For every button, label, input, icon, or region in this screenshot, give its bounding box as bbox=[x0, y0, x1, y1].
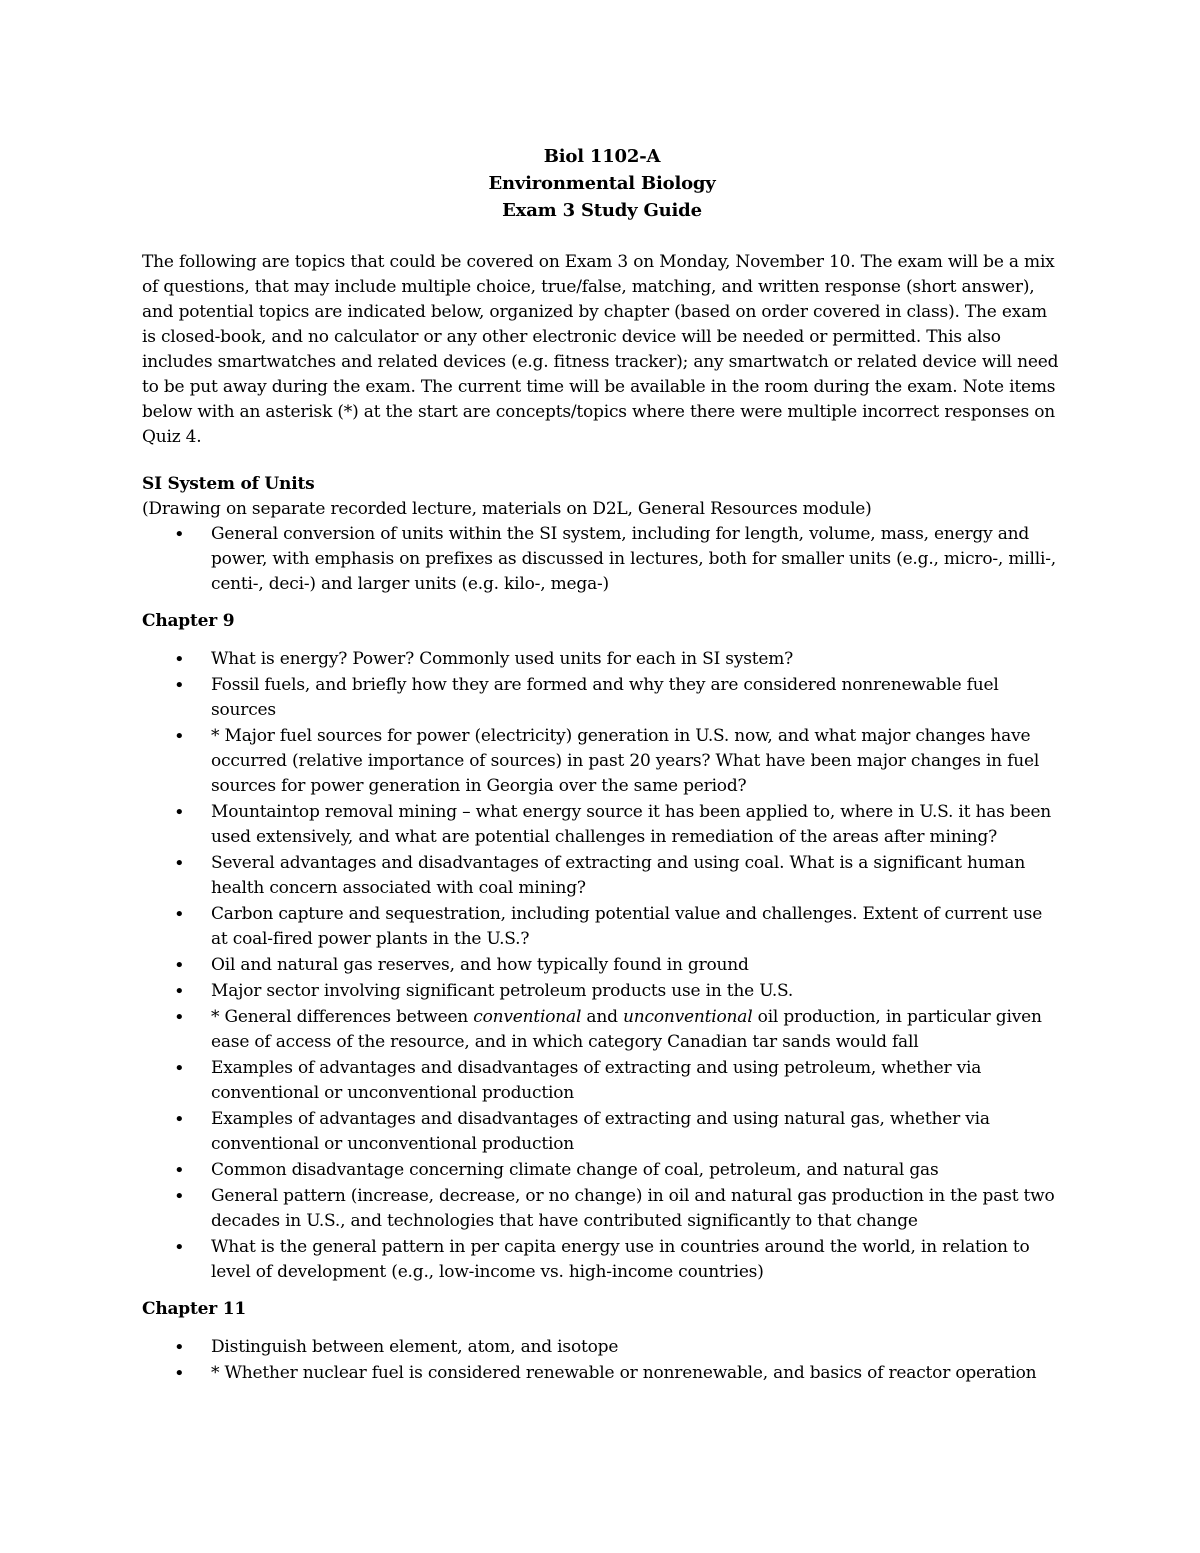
list-item: • General pattern (increase, decrease, or no change) in oil and natural gas production in the past two decades in U.S., and technologies that have contributed significantly to that change bbox=[142, 1184, 1062, 1234]
list-item: • Distinguish between element, atom, and isotope bbox=[142, 1335, 1062, 1360]
emphasis-unconventional: unconventional bbox=[623, 1007, 753, 1027]
list-item-text: and bbox=[581, 1007, 623, 1027]
course-subject: Environmental Biology bbox=[488, 173, 716, 194]
list-item-text: * General differences between bbox=[211, 1007, 474, 1027]
chapter-9-section bbox=[142, 609, 1062, 1285]
list-item: • Examples of advantages and disadvantages of extracting and using petroleum, whether via conventional or unconventional production bbox=[142, 1056, 1062, 1106]
chapter-11-heading: Chapter 11 bbox=[142, 1299, 246, 1319]
list-item: • * Major fuel sources for power (electricity) generation in U.S. now, and what major changes have occurred (relative importance of sources) in past 20 years? What have been major changes in fuel sources for power generation in Georgia over the same period? bbox=[142, 724, 1062, 799]
list-item: • Common disadvantage concerning climate change of coal, petroleum, and natural gas bbox=[142, 1158, 1062, 1183]
si-topic-list bbox=[142, 522, 1062, 597]
list-item: • What is the general pattern in per capita energy use in countries around the world, in relation to level of development (e.g., low-income vs. high-income countries) bbox=[142, 1235, 1062, 1285]
document-title: Exam 3 Study Guide bbox=[502, 200, 702, 221]
emphasis-conventional: conventional bbox=[473, 1007, 582, 1027]
list-item bbox=[142, 1005, 1062, 1055]
list-item: • General conversion of units within the SI system, including for length, volume, mass, energy and power, with emphasis on prefixes as discussed in lectures, both for smaller units (e.g., micro-, milli-, centi-, deci-) and larger units (e.g. kilo-, mega-) bbox=[142, 522, 1062, 597]
intro-paragraph: The following are topics that could be covered on Exam 3 on Monday, November 10. The exam will be a mix of questions, that may include multiple choice, true/false, matching, and written response (short answer), and potential topics are indicated below, organized by chapter (based on order covered in class). The exam is closed-book, and no calculator or any other electronic device will be needed or permitted. This also includes smartwatches and related devices (e.g. fitness tracker); any smartwatch or related device will need to be put away during the exam. The current time will be available in the room during the exam. Note items below with an asterisk (*) at the start are concepts/topics where there were multiple incorrect responses on Quiz 4. bbox=[142, 252, 1059, 447]
list-item-text: oil production, in particular given ease of access of the resource, and in which category Canadian tar sands would fall bbox=[211, 1007, 1042, 1052]
list-item: • Carbon capture and sequestration, including potential value and challenges. Extent of current use at coal-fired power plants in the U.S.? bbox=[142, 902, 1062, 952]
study-guide-page bbox=[142, 143, 1062, 1387]
si-section-heading: SI System of Units bbox=[142, 474, 315, 494]
list-item: • Oil and natural gas reserves, and how typically found in ground bbox=[142, 953, 1062, 978]
list-item: • Examples of advantages and disadvantages of extracting and using natural gas, whether via conventional or unconventional production bbox=[142, 1107, 1062, 1157]
list-item: • What is energy? Power? Commonly used units for each in SI system? bbox=[142, 647, 1062, 672]
list-item: • Fossil fuels, and briefly how they are formed and why they are considered nonrenewable fuel sources bbox=[142, 673, 1062, 723]
list-item: • Several advantages and disadvantages of extracting and using coal. What is a significant human health concern associated with coal mining? bbox=[142, 851, 1062, 901]
document-header bbox=[142, 143, 1062, 224]
list-item: • Mountaintop removal mining – what energy source it has been applied to, where in U.S. it has been used extensively, and what are potential challenges in remediation of the areas after mining? bbox=[142, 800, 1062, 850]
chapter-9-topic-list bbox=[142, 647, 1062, 1285]
si-section bbox=[142, 472, 1062, 597]
chapter-11-section bbox=[142, 1297, 1062, 1386]
si-section-note: (Drawing on separate recorded lecture, materials on D2L, General Resources module) bbox=[142, 499, 872, 519]
list-item: • Major sector involving significant petroleum products use in the U.S. bbox=[142, 979, 1062, 1004]
list-item: • * Whether nuclear fuel is considered renewable or nonrenewable, and basics of reactor operation bbox=[142, 1361, 1062, 1386]
course-code: Biol 1102-A bbox=[543, 146, 661, 167]
chapter-11-topic-list bbox=[142, 1335, 1062, 1386]
chapter-9-heading: Chapter 9 bbox=[142, 611, 235, 631]
